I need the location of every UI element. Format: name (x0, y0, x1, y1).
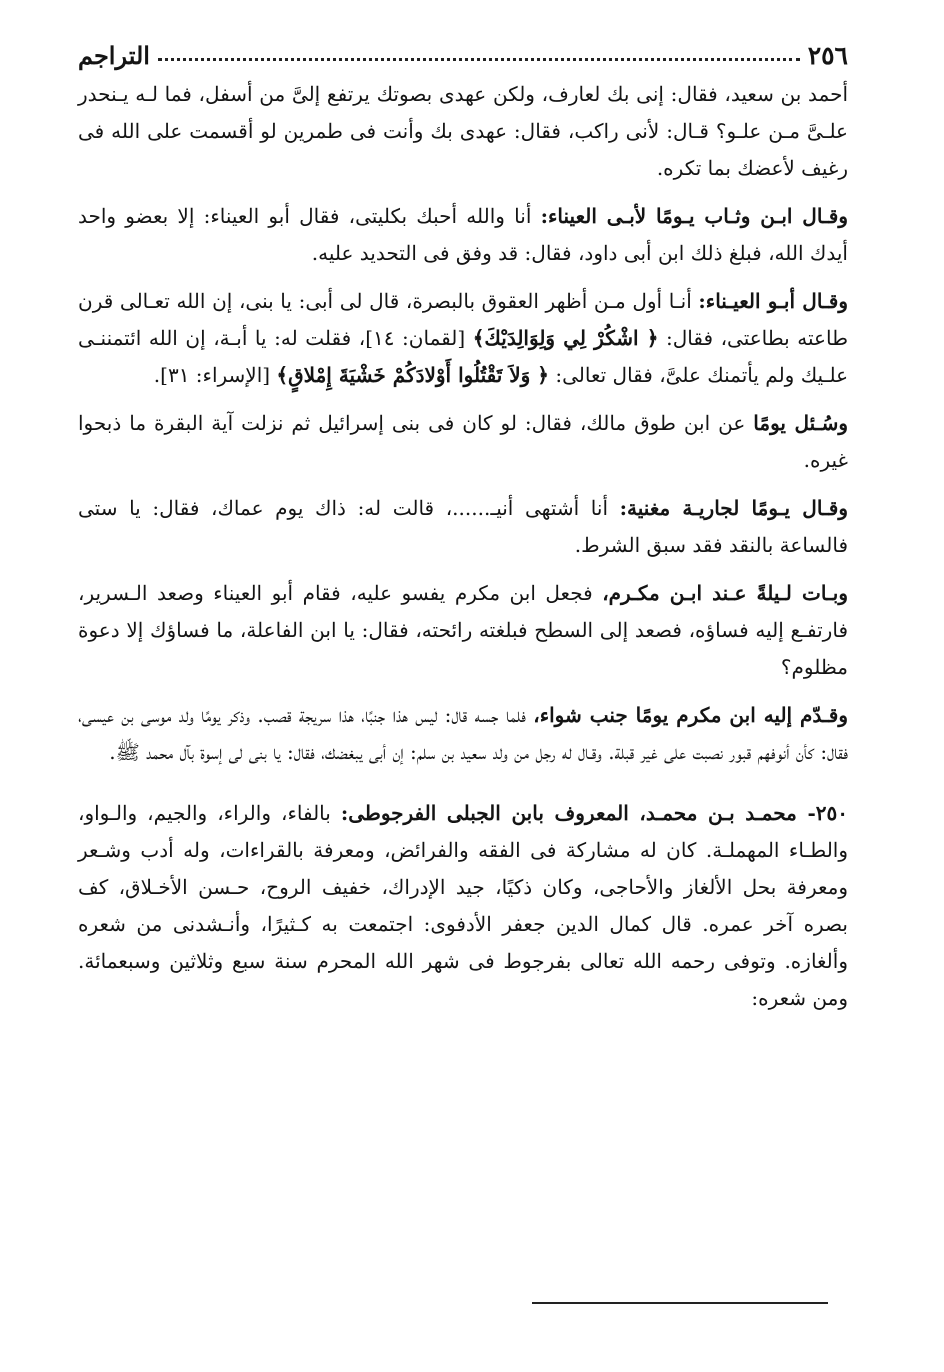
page-header (78, 30, 848, 70)
paragraph-text: أنـا أول مـن أظهر العقوق بالبصرة، قال لى أبى: يا بنى، إن الله تعـالى قرن طاعته بطاعتى، فقال: (78, 289, 849, 350)
paragraph-continuation (78, 76, 848, 187)
paragraph-text: فجعل ابن مكرم يفسو عليه، فقام أبو العيناء وصعد الـسرير، فارتفـع إليه فساؤه، فصعد إلى السطح فبلغته رائحته، فقال: يا ابن الفاعلة، ما فساؤك إلا دعوة مظلوم؟ (78, 581, 848, 679)
paragraph-text: أحمد بن سعيد، فقال: إنى بك لعارف، ولكن عهدى بصوتك يرتفع إلىَّ من أسفل، فما لـه يـنحدر علـىَّ مـن علـو؟ قـال: لأنى راكب، فقال: عهدى بك وأنت فى طمرين لو أقسمت على الله فى رغيف لأعضك بما تكره. (78, 82, 848, 180)
entry-heading: ٢٥٠- محمـد بـن محمـد، المعروف بابن الجبلى الفرجوطى: (340, 801, 849, 825)
paragraph-lead: وقـال يـومًا لجاريـة مغنية: (619, 496, 848, 520)
paragraph-lead: وقـدّم إليه ابن مكرم يومًا جنب شواء، (533, 703, 848, 727)
paragraph-lead: وقـال ابـن وثـاب يـومًا لأبـى العيناء: (540, 204, 848, 228)
paragraph-text: بالفاء، والراء، والجيم، والـواو، والطـاء المهملـة. كان له مشاركة فى الفقه والفرائض، ومعرفة بالقراءات، وله أدب وشـعر ومعرفة بحل الألغاز والأحاجى، وكان ذكيًا، جيد الإدراك، خفيف الروح، حـسن الأخـلاق، كف بصره آخر عمره. قال كمال الدين جعفر الأدفوى: اجتمعت به كـثيرًا، وأنـشدنى من شعره وألغازه. وتوفى رحمه الله تعالى بفرجوط فى شهر الله المحرم سنة سبع وثلاثين وسبعمائة. ومن شعره: (78, 801, 848, 1010)
paragraph-lead: وسُـئل يومًا (753, 411, 848, 435)
paragraph-text: [الإسراء: ٣١]. (153, 363, 277, 387)
quran-verse: ﴿ اشْكُرْ لِي وَلِوَالِدَيْكَ﴾ (472, 326, 659, 350)
paragraph-singing-girl (78, 490, 848, 564)
footnote-separator (532, 1302, 828, 1304)
paragraph-text: [لقمان: ١٤]، فقلت له: يا أبـة، إن الله ائتمننـى علـيك ولم يأتمنك علىَّ، فقال تعالى: (78, 326, 848, 387)
paragraph-ibn-waththab (78, 198, 848, 272)
paragraph-text: أنا أشتهى أنيـ......، قالت له: ذاك يوم عماك، فقال: يا ستى فالساعة بالنقد فقد سبق الشرط. (78, 496, 848, 557)
header-dotted-leader (158, 58, 800, 61)
paragraph-text: عن ابن طوق مالك، فقال: لو كان فى بنى إسرائيل ثم نزلت آية البقرة ما ذبحوا غيره. (78, 411, 848, 472)
paragraph-ibn-tawq (78, 405, 848, 479)
paragraph-lead: وبـات لـيلةً عـند ابـن مكـرم، (602, 581, 848, 605)
paragraph-ibn-mukram-night (78, 575, 848, 686)
paragraph-text: فلما جسه قال: ليس هذا جنبًا، هذا سريجة قصب. وذكر يومًا ولد موسى بن عيسى، فقال: كأن أنوفهم قبور نصبت على غير قبلة. وقـال له رجل من ولد سعيد بن سلم: إن أبى يبغضك، فقال: يا بنى لى إسوة بآل محمد ﷺ. (78, 703, 848, 764)
book-page (78, 30, 848, 1028)
paragraph-lead: وقـال أبـو العيـناء: (698, 289, 848, 313)
paragraph-text: أنا والله أحبك بكليتى، فقال أبو العيناء: إلا بعضو واحد أيدك الله، فبلغ ذلك ابن أبى داود، فقال: قد وفق فى التحديد عليه. (78, 204, 848, 265)
quran-verse: ﴿ وَلاَ تَقْتُلُوا أَوْلادَكُمْ خَشْيَةَ إِمْلاقٍ﴾ (276, 363, 550, 387)
paragraph-ibn-mukram-roast (78, 697, 848, 771)
biography-entry-250 (78, 795, 848, 1017)
page-number: ٢٥٦ (807, 41, 848, 70)
paragraph-abu-al-ayna (78, 283, 848, 394)
running-title: التراجم (78, 41, 150, 70)
